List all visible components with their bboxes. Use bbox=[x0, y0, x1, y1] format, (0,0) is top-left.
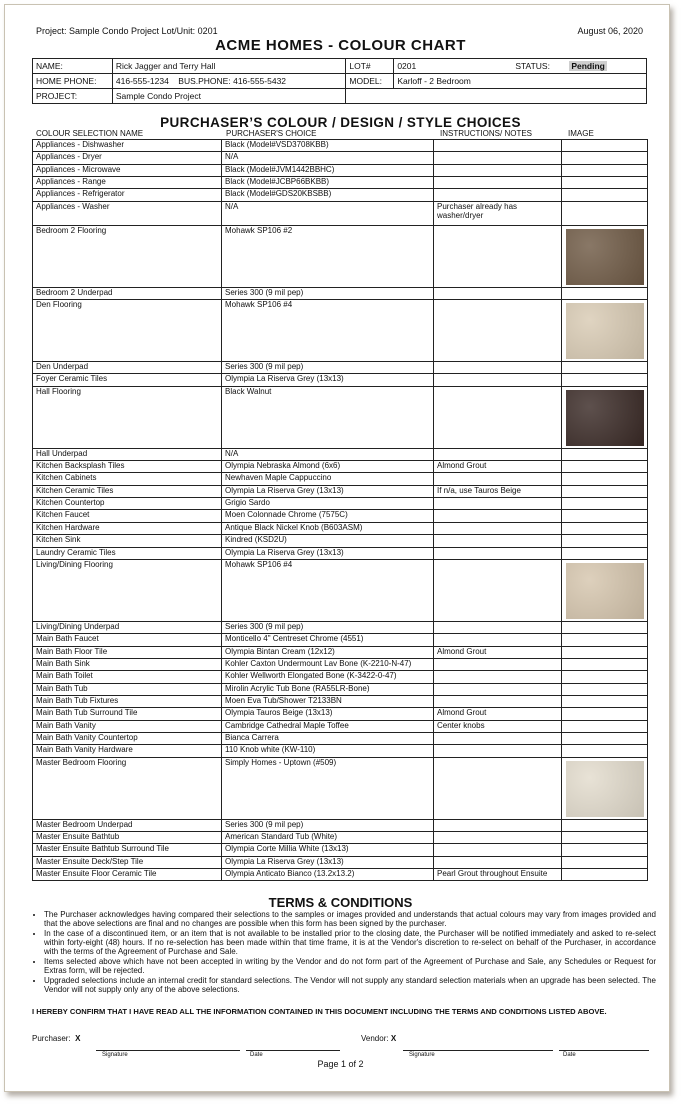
purchaser-choice-cell: Black (Model#GDS20KBSBB) bbox=[222, 189, 434, 201]
table-row bbox=[33, 559, 648, 621]
table-row bbox=[33, 844, 648, 856]
purchaser-choice-cell: Olympia Bintan Cream (12x12) bbox=[222, 646, 434, 658]
image-cell bbox=[562, 374, 648, 386]
notes-cell bbox=[434, 757, 562, 819]
purchaser-choice-cell: Olympia La Riserva Grey (13x13) bbox=[222, 856, 434, 868]
notes-cell bbox=[434, 448, 562, 460]
purchaser-choice-cell: American Standard Tub (White) bbox=[222, 831, 434, 843]
selection-name-cell: Master Ensuite Bathtub bbox=[33, 831, 222, 843]
notes-cell bbox=[434, 819, 562, 831]
purchaser-choice-cell: Monticello 4" Centreset Chrome (4551) bbox=[222, 634, 434, 646]
table-row bbox=[33, 646, 648, 658]
image-cell bbox=[562, 819, 648, 831]
notes-cell bbox=[434, 177, 562, 189]
table-row bbox=[33, 621, 648, 633]
selection-name-cell: Master Ensuite Bathtub Surround Tile bbox=[33, 844, 222, 856]
project-value: Sample Condo Project bbox=[112, 89, 346, 104]
model-label: MODEL: bbox=[346, 74, 394, 89]
purchaser-date-caption: Date bbox=[250, 1052, 263, 1058]
notes-cell bbox=[434, 621, 562, 633]
selection-name-cell: Main Bath Vanity Hardware bbox=[33, 745, 222, 757]
table-row bbox=[33, 869, 648, 881]
table-row bbox=[33, 658, 648, 670]
image-cell bbox=[562, 658, 648, 670]
purchaser-choice-cell: Simply Homes - Uptown (#509) bbox=[222, 757, 434, 819]
notes-cell bbox=[434, 510, 562, 522]
notes-cell bbox=[434, 732, 562, 744]
notes-cell bbox=[434, 745, 562, 757]
status-label: STATUS: bbox=[515, 61, 550, 71]
table-row bbox=[33, 856, 648, 868]
purchaser-choice-cell: Mohawk SP106 #4 bbox=[222, 300, 434, 362]
table-row bbox=[33, 819, 648, 831]
notes-cell bbox=[434, 287, 562, 299]
selection-name-cell: Kitchen Backsplash Tiles bbox=[33, 461, 222, 473]
purchaser-choice-cell: 110 Knob white (KW-110) bbox=[222, 745, 434, 757]
flooring-swatch-image bbox=[566, 563, 644, 619]
image-cell bbox=[562, 498, 648, 510]
purchaser-choice-cell: N/A bbox=[222, 152, 434, 164]
project-label: PROJECT: bbox=[33, 89, 113, 104]
image-cell bbox=[562, 757, 648, 819]
image-cell bbox=[562, 646, 648, 658]
vendor-date-caption: Date bbox=[563, 1052, 576, 1058]
purchaser-choice-cell: Olympia La Riserva Grey (13x13) bbox=[222, 374, 434, 386]
flooring-swatch-image bbox=[566, 229, 644, 285]
notes-cell bbox=[434, 547, 562, 559]
notes-cell: Almond Grout bbox=[434, 708, 562, 720]
notes-cell bbox=[434, 658, 562, 670]
selection-name-cell: Kitchen Cabinets bbox=[33, 473, 222, 485]
purchaser-choice-cell: N/A bbox=[222, 201, 434, 225]
terms-list bbox=[36, 910, 656, 995]
selection-name-cell: Appliances - Microwave bbox=[33, 164, 222, 176]
table-row bbox=[33, 461, 648, 473]
purchaser-signature-label bbox=[32, 1034, 80, 1043]
image-cell bbox=[562, 201, 648, 225]
empty-cell bbox=[346, 89, 647, 104]
model-value: Karloff - 2 Bedroom bbox=[394, 74, 647, 89]
selections-table bbox=[32, 139, 648, 881]
home-phone-value: 416-555-1234 bbox=[115, 76, 169, 86]
image-cell bbox=[562, 671, 648, 683]
notes-cell: Center knobs bbox=[434, 720, 562, 732]
table-row bbox=[33, 831, 648, 843]
purchaser-choice-cell: Olympia Tauros Beige (13x13) bbox=[222, 708, 434, 720]
notes-cell bbox=[434, 374, 562, 386]
table-row bbox=[33, 535, 648, 547]
purchaser-label: Purchaser: bbox=[32, 1034, 71, 1043]
table-row bbox=[33, 473, 648, 485]
notes-cell bbox=[434, 831, 562, 843]
image-cell bbox=[562, 831, 648, 843]
image-cell bbox=[562, 461, 648, 473]
purchaser-choice-cell: Newhaven Maple Cappuccino bbox=[222, 473, 434, 485]
column-header-name: COLOUR SELECTION NAME bbox=[36, 129, 144, 138]
lot-value: 0201 bbox=[397, 61, 417, 71]
table-row bbox=[33, 757, 648, 819]
notes-cell bbox=[434, 189, 562, 201]
vendor-signature-caption: Signature bbox=[409, 1052, 435, 1058]
image-cell bbox=[562, 844, 648, 856]
selection-name-cell: Hall Flooring bbox=[33, 386, 222, 448]
purchaser-choice-cell: Grigio Sardo bbox=[222, 498, 434, 510]
selection-name-cell: Appliances - Dryer bbox=[33, 152, 222, 164]
selection-name-cell: Hall Underpad bbox=[33, 448, 222, 460]
selection-name-cell: Appliances - Dishwasher bbox=[33, 140, 222, 152]
selection-name-cell: Kitchen Ceramic Tiles bbox=[33, 485, 222, 497]
notes-cell bbox=[434, 695, 562, 707]
column-header-choice: PURCHASER'S CHOICE bbox=[226, 129, 317, 138]
purchaser-choice-cell: Black Walnut bbox=[222, 386, 434, 448]
notes-cell bbox=[434, 844, 562, 856]
vendor-date-line[interactable] bbox=[559, 1050, 649, 1051]
terms-item: • The Purchaser acknowledges having compared their selections to the samples or images provided and understands that actual colours may vary from images provided and that the above selections are final and no changes are possible when this form has been signed by the purchaser. bbox=[44, 910, 656, 928]
image-cell bbox=[562, 745, 648, 757]
image-cell bbox=[562, 869, 648, 881]
purchaser-choice-cell: Olympia La Riserva Grey (13x13) bbox=[222, 485, 434, 497]
terms-title: TERMS & CONDITIONS bbox=[268, 895, 413, 910]
purchaser-choice-cell: N/A bbox=[222, 448, 434, 460]
status-badge: Pending bbox=[571, 61, 605, 71]
purchaser-choice-cell: Bianca Carrera bbox=[222, 732, 434, 744]
notes-cell bbox=[434, 140, 562, 152]
table-row bbox=[33, 362, 648, 374]
notes-cell bbox=[434, 300, 562, 362]
image-cell bbox=[562, 708, 648, 720]
selection-name-cell: Master Ensuite Deck/Step Tile bbox=[33, 856, 222, 868]
table-row bbox=[33, 708, 648, 720]
table-row bbox=[33, 485, 648, 497]
name-value: Rick Jagger and Terry Hall bbox=[112, 59, 346, 74]
purchaser-choice-cell: Mohawk SP106 #2 bbox=[222, 225, 434, 287]
image-cell bbox=[562, 189, 648, 201]
notes-cell bbox=[434, 225, 562, 287]
selection-name-cell: Living/Dining Flooring bbox=[33, 559, 222, 621]
document-date: August 06, 2020 bbox=[577, 26, 643, 36]
image-cell bbox=[562, 522, 648, 534]
selection-name-cell: Master Ensuite Floor Ceramic Tile bbox=[33, 869, 222, 881]
notes-cell bbox=[434, 152, 562, 164]
image-cell bbox=[562, 547, 648, 559]
table-row bbox=[33, 510, 648, 522]
purchaser-choice-cell: Kindred (KSD2U) bbox=[222, 535, 434, 547]
notes-cell bbox=[434, 473, 562, 485]
document-title: ACME HOMES - COLOUR CHART bbox=[215, 37, 466, 54]
image-cell bbox=[562, 300, 648, 362]
table-row bbox=[33, 225, 648, 287]
table-row bbox=[33, 164, 648, 176]
notes-cell bbox=[434, 498, 562, 510]
selection-name-cell: Appliances - Range bbox=[33, 177, 222, 189]
selection-name-cell: Main Bath Faucet bbox=[33, 634, 222, 646]
selection-name-cell: Main Bath Vanity bbox=[33, 720, 222, 732]
table-row bbox=[33, 745, 648, 757]
purchaser-choice-cell: Black (Model#JCBP66BKBB) bbox=[222, 177, 434, 189]
image-cell bbox=[562, 152, 648, 164]
notes-cell bbox=[434, 362, 562, 374]
notes-cell bbox=[434, 535, 562, 547]
purchaser-choice-cell: Olympia Corte Millia White (13x13) bbox=[222, 844, 434, 856]
purchaser-choice-cell: Olympia La Riserva Grey (13x13) bbox=[222, 547, 434, 559]
selection-name-cell: Kitchen Faucet bbox=[33, 510, 222, 522]
purchaser-choice-cell: Moen Eva Tub/Shower T2133BN bbox=[222, 695, 434, 707]
image-cell bbox=[562, 448, 648, 460]
selection-name-cell: Kitchen Sink bbox=[33, 535, 222, 547]
image-cell bbox=[562, 621, 648, 633]
selection-name-cell: Main Bath Sink bbox=[33, 658, 222, 670]
selection-name-cell: Main Bath Floor Tile bbox=[33, 646, 222, 658]
purchaser-choice-cell: Mohawk SP106 #4 bbox=[222, 559, 434, 621]
notes-cell: Almond Grout bbox=[434, 461, 562, 473]
section-title: PURCHASER’S COLOUR / DESIGN / STYLE CHOICES bbox=[160, 115, 521, 130]
purchaser-choice-cell: Black (Model#VSD3708KBB) bbox=[222, 140, 434, 152]
image-cell bbox=[562, 287, 648, 299]
name-label: NAME: bbox=[33, 59, 113, 74]
table-row bbox=[33, 695, 648, 707]
purchaser-choice-cell: Series 300 (9 mil pep) bbox=[222, 287, 434, 299]
bus-phone-value: 416-555-5432 bbox=[233, 76, 287, 86]
table-row bbox=[33, 287, 648, 299]
notes-cell bbox=[434, 386, 562, 448]
notes-cell: Pearl Grout throughout Ensuite bbox=[434, 869, 562, 881]
selection-name-cell: Bedroom 2 Flooring bbox=[33, 225, 222, 287]
selection-name-cell: Appliances - Refrigerator bbox=[33, 189, 222, 201]
table-row bbox=[33, 177, 648, 189]
confirmation-statement: I HEREBY CONFIRM THAT I HAVE READ ALL THE INFORMATION CONTAINED IN THIS DOCUMENT INCLUDING THE TERMS AND CONDITIONS LISTED ABOVE. bbox=[32, 1007, 607, 1016]
table-row bbox=[33, 140, 648, 152]
flooring-swatch-image bbox=[566, 390, 644, 446]
notes-cell bbox=[434, 522, 562, 534]
image-cell bbox=[562, 695, 648, 707]
table-row bbox=[33, 152, 648, 164]
purchaser-choice-cell: Kohler Wellworth Elongated Bone (K-3422-0-47) bbox=[222, 671, 434, 683]
lot-status-cell bbox=[394, 59, 647, 74]
notes-cell bbox=[434, 856, 562, 868]
table-row bbox=[33, 374, 648, 386]
selection-name-cell: Master Bedroom Flooring bbox=[33, 757, 222, 819]
image-cell bbox=[562, 177, 648, 189]
purchaser-choice-cell: Series 300 (9 mil pep) bbox=[222, 621, 434, 633]
notes-cell bbox=[434, 683, 562, 695]
image-cell bbox=[562, 535, 648, 547]
notes-cell: If n/a, use Tauros Beige bbox=[434, 485, 562, 497]
selection-name-cell: Main Bath Vanity Countertop bbox=[33, 732, 222, 744]
vendor-signature-line[interactable] bbox=[403, 1050, 553, 1051]
purchaser-choice-cell: Black (Model#JVM1442BBHC) bbox=[222, 164, 434, 176]
notes-cell bbox=[434, 634, 562, 646]
selection-name-cell: Main Bath Tub Fixtures bbox=[33, 695, 222, 707]
purchaser-choice-cell: Series 300 (9 mil pep) bbox=[222, 362, 434, 374]
table-row bbox=[33, 522, 648, 534]
phone-cell bbox=[112, 74, 346, 89]
selection-name-cell: Laundry Ceramic Tiles bbox=[33, 547, 222, 559]
selection-name-cell: Den Flooring bbox=[33, 300, 222, 362]
image-cell bbox=[562, 473, 648, 485]
image-cell bbox=[562, 164, 648, 176]
selection-name-cell: Den Underpad bbox=[33, 362, 222, 374]
purchaser-date-line[interactable] bbox=[246, 1050, 340, 1051]
image-cell bbox=[562, 732, 648, 744]
purchaser-signature-caption: Signature bbox=[102, 1052, 128, 1058]
terms-item: • In the case of a discontinued item, or an item that is not available to be installed prior to the closing date, the Purchaser will be notified immediately and asked to re-select within forty-eight (48) hours. If no re-selection has been made within that time frame, it is at the Vendor's discretion to re-select on behalf of the Purchaser, in accordance with the terms of the Agreement of Purchase and Sale. bbox=[44, 929, 656, 956]
notes-cell bbox=[434, 164, 562, 176]
purchaser-choice-cell: Moen Colonnade Chrome (7575C) bbox=[222, 510, 434, 522]
notes-cell bbox=[434, 559, 562, 621]
purchaser-choice-cell: Olympia Nebraska Almond (6x6) bbox=[222, 461, 434, 473]
selection-name-cell: Kitchen Hardware bbox=[33, 522, 222, 534]
image-cell bbox=[562, 225, 648, 287]
table-row bbox=[33, 498, 648, 510]
flooring-swatch-image bbox=[566, 761, 644, 817]
table-row bbox=[33, 201, 648, 225]
table-row bbox=[33, 683, 648, 695]
vendor-x-mark: X bbox=[390, 1034, 397, 1043]
purchaser-choice-cell: Olympia Anticato Bianco (13.2x13.2) bbox=[222, 869, 434, 881]
purchaser-x-mark: X bbox=[75, 1034, 81, 1043]
table-row bbox=[33, 732, 648, 744]
selection-name-cell: Main Bath Tub Surround Tile bbox=[33, 708, 222, 720]
image-cell bbox=[562, 362, 648, 374]
home-phone-label: HOME PHONE: bbox=[33, 74, 113, 89]
table-row bbox=[33, 300, 648, 362]
notes-cell bbox=[434, 671, 562, 683]
table-row bbox=[33, 189, 648, 201]
vendor-label: Vendor: bbox=[361, 1034, 389, 1043]
purchaser-choice-cell: Series 300 (9 mil pep) bbox=[222, 819, 434, 831]
column-header-notes: INSTRUCTIONS/ NOTES bbox=[440, 129, 533, 138]
image-cell bbox=[562, 510, 648, 522]
table-row bbox=[33, 720, 648, 732]
image-cell bbox=[562, 386, 648, 448]
page-number: Page 1 of 2 bbox=[317, 1059, 364, 1069]
terms-item: • Items selected above which have not been accepted in writing by the Vendor and do not form part of the Agreement of Purchase and Sale, any Schedules or Request for Extras form, will be rejected. bbox=[44, 957, 656, 975]
image-cell bbox=[562, 634, 648, 646]
table-row bbox=[33, 386, 648, 448]
selection-name-cell: Kitchen Countertop bbox=[33, 498, 222, 510]
selection-name-cell: Appliances - Washer bbox=[33, 201, 222, 225]
flooring-swatch-image bbox=[566, 303, 644, 359]
image-cell bbox=[562, 720, 648, 732]
image-cell bbox=[562, 559, 648, 621]
project-lot-header: Project: Sample Condo Project Lot/Unit: 0201 bbox=[36, 26, 218, 36]
purchaser-signature-line[interactable] bbox=[96, 1050, 240, 1051]
table-row bbox=[33, 448, 648, 460]
table-row bbox=[33, 634, 648, 646]
lot-label: LOT# bbox=[346, 59, 394, 74]
image-cell bbox=[562, 485, 648, 497]
column-header-image: IMAGE bbox=[568, 129, 594, 138]
image-cell bbox=[562, 856, 648, 868]
purchaser-info-table bbox=[32, 58, 647, 104]
selection-name-cell: Living/Dining Underpad bbox=[33, 621, 222, 633]
purchaser-choice-cell: Cambridge Cathedral Maple Toffee bbox=[222, 720, 434, 732]
selection-name-cell: Main Bath Toilet bbox=[33, 671, 222, 683]
table-row bbox=[33, 671, 648, 683]
terms-item: • Upgraded selections include an internal credit for standard selections. The Vendor will not supply any standard selection materials when an upgrade has been selected. The Vendor will not supply only any of the above selections. bbox=[44, 976, 656, 994]
notes-cell: Almond Grout bbox=[434, 646, 562, 658]
vendor-signature-label bbox=[361, 1034, 396, 1043]
purchaser-choice-cell: Mirolin Acrylic Tub Bone (RA55LR-Bone) bbox=[222, 683, 434, 695]
bus-phone-label: BUS.PHONE: bbox=[178, 76, 231, 86]
selection-name-cell: Main Bath Tub bbox=[33, 683, 222, 695]
purchaser-choice-cell: Kohler Caxton Undermount Lav Bone (K-2210-N-47) bbox=[222, 658, 434, 670]
purchaser-choice-cell: Antique Black Nickel Knob (B603ASM) bbox=[222, 522, 434, 534]
selection-name-cell: Master Bedroom Underpad bbox=[33, 819, 222, 831]
selection-name-cell: Bedroom 2 Underpad bbox=[33, 287, 222, 299]
notes-cell: Purchaser already has washer/dryer bbox=[434, 201, 562, 225]
table-row bbox=[33, 547, 648, 559]
image-cell bbox=[562, 683, 648, 695]
image-cell bbox=[562, 140, 648, 152]
selection-name-cell: Foyer Ceramic Tiles bbox=[33, 374, 222, 386]
